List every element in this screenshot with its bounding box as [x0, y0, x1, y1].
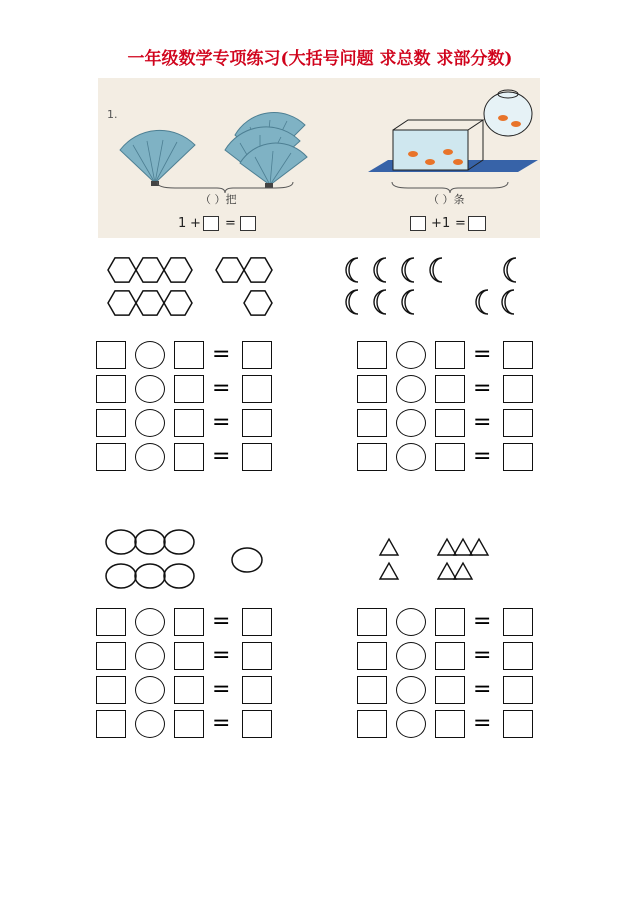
question-number: 1.: [107, 108, 118, 121]
hexagon-icon: [244, 258, 272, 282]
fish-equals: =: [455, 216, 466, 231]
answer-box[interactable]: [174, 443, 204, 471]
answer-box[interactable]: [174, 341, 204, 369]
circle-icon: [135, 530, 165, 554]
hexagon-icon: [244, 291, 272, 315]
equals-sign: =: [212, 444, 231, 469]
triangle-icon: [380, 563, 398, 579]
result-box[interactable]: [503, 676, 533, 704]
circle-icon: [164, 530, 194, 554]
operator-circle[interactable]: [135, 676, 165, 704]
equals-sign: =: [473, 643, 492, 668]
fish-count-label: （ ）条: [428, 193, 465, 206]
answer-box[interactable]: [357, 375, 387, 403]
answer-box[interactable]: [357, 341, 387, 369]
page-title: 一年级数学专项练习(大括号问题 求总数 求部分数): [127, 49, 513, 69]
result-box[interactable]: [503, 608, 533, 636]
fish-icon: [453, 159, 463, 165]
result-box[interactable]: [503, 409, 533, 437]
crescent-moon-icon: [430, 258, 442, 282]
operator-circle[interactable]: [135, 443, 165, 471]
answer-box[interactable]: [174, 608, 204, 636]
fish-addend: 1: [442, 216, 451, 231]
hexagon-icon: [164, 291, 192, 315]
circle-icon: [106, 564, 136, 588]
fish-icon: [498, 115, 508, 121]
answer-box[interactable]: [174, 642, 204, 670]
fish-icon: [425, 159, 435, 165]
hexagon-icon: [136, 291, 164, 315]
triangle-icon: [438, 563, 456, 579]
fish-icon: [408, 151, 418, 157]
equals-sign: =: [212, 376, 231, 401]
answer-box[interactable]: [96, 676, 126, 704]
fish-icon: [443, 149, 453, 155]
operator-circle[interactable]: [135, 710, 165, 738]
crescent-moon-icon: [476, 290, 488, 314]
crescent-moon-icon: [346, 290, 358, 314]
answer-box[interactable]: [435, 341, 465, 369]
operator-circle[interactable]: [396, 443, 426, 471]
triangle-icon: [454, 539, 472, 555]
crescent-moon-icon: [374, 290, 386, 314]
fans-answer-box-2[interactable]: [240, 216, 256, 231]
equals-sign: =: [212, 410, 231, 435]
hexagon-icon: [136, 258, 164, 282]
circle-icon: [135, 564, 165, 588]
result-box[interactable]: [503, 341, 533, 369]
answer-box[interactable]: [174, 710, 204, 738]
answer-box[interactable]: [435, 409, 465, 437]
triangle-icon: [438, 539, 456, 555]
answer-box[interactable]: [96, 443, 126, 471]
circle-group: [100, 526, 280, 596]
answer-box[interactable]: [174, 375, 204, 403]
result-box[interactable]: [503, 710, 533, 738]
answer-box[interactable]: [435, 443, 465, 471]
fish-icon: [511, 121, 521, 127]
triangle-group: [372, 535, 512, 585]
fans-equals: =: [225, 216, 236, 231]
equals-sign: =: [212, 342, 231, 367]
result-box[interactable]: [242, 443, 272, 471]
crescent-moon-icon: [402, 290, 414, 314]
crescent-group: [340, 252, 540, 322]
hexagon-icon: [216, 258, 244, 282]
operator-circle[interactable]: [135, 642, 165, 670]
result-box[interactable]: [242, 676, 272, 704]
answer-box[interactable]: [357, 676, 387, 704]
fans-addend: 1: [178, 216, 187, 231]
result-box[interactable]: [503, 642, 533, 670]
answer-box[interactable]: [435, 608, 465, 636]
equals-sign: =: [212, 677, 231, 702]
circle-icon: [106, 530, 136, 554]
result-box[interactable]: [503, 443, 533, 471]
crescent-moon-icon: [374, 258, 386, 282]
fan-icon: [120, 130, 195, 186]
equals-sign: =: [473, 609, 492, 634]
operator-circle[interactable]: [396, 409, 426, 437]
operator-circle[interactable]: [396, 676, 426, 704]
equals-sign: =: [473, 342, 492, 367]
fans-count-label: （ ）把: [200, 193, 237, 206]
equals-sign: =: [473, 677, 492, 702]
answer-box[interactable]: [357, 642, 387, 670]
equals-sign: =: [473, 444, 492, 469]
hexagon-icon: [108, 291, 136, 315]
answer-box[interactable]: [96, 375, 126, 403]
fish-answer-box-2[interactable]: [468, 216, 486, 231]
fish-plus: +: [431, 216, 442, 231]
hexagon-group: [100, 252, 280, 322]
crescent-moon-icon: [402, 258, 414, 282]
equals-sign: =: [212, 643, 231, 668]
operator-circle[interactable]: [135, 375, 165, 403]
triangle-icon: [454, 563, 472, 579]
fish-illustration: [368, 82, 538, 182]
answer-box[interactable]: [357, 710, 387, 738]
answer-box[interactable]: [435, 642, 465, 670]
result-box[interactable]: [242, 341, 272, 369]
equals-sign: =: [473, 410, 492, 435]
operator-circle[interactable]: [135, 341, 165, 369]
result-box[interactable]: [242, 710, 272, 738]
fans-answer-box-1[interactable]: [203, 216, 219, 231]
answer-box[interactable]: [174, 409, 204, 437]
answer-box[interactable]: [96, 608, 126, 636]
circle-icon: [164, 564, 194, 588]
operator-circle[interactable]: [396, 341, 426, 369]
triangle-icon: [380, 539, 398, 555]
operator-circle[interactable]: [396, 375, 426, 403]
equals-sign: =: [473, 711, 492, 736]
answer-box[interactable]: [96, 642, 126, 670]
answer-box[interactable]: [357, 409, 387, 437]
operator-circle[interactable]: [396, 608, 426, 636]
equals-sign: =: [212, 609, 231, 634]
fans-plus: +: [190, 216, 201, 231]
fish-answer-box-1[interactable]: [410, 216, 426, 231]
hexagon-icon: [108, 258, 136, 282]
answer-box[interactable]: [435, 375, 465, 403]
operator-circle[interactable]: [135, 608, 165, 636]
result-box[interactable]: [242, 642, 272, 670]
crescent-moon-icon: [502, 290, 514, 314]
answer-box[interactable]: [96, 409, 126, 437]
answer-box[interactable]: [357, 608, 387, 636]
equals-sign: =: [212, 711, 231, 736]
result-box[interactable]: [242, 608, 272, 636]
operator-circle[interactable]: [135, 409, 165, 437]
crescent-moon-icon: [346, 258, 358, 282]
result-box[interactable]: [503, 375, 533, 403]
crescent-moon-icon: [504, 258, 516, 282]
answer-box[interactable]: [435, 676, 465, 704]
answer-box[interactable]: [174, 676, 204, 704]
result-box[interactable]: [242, 375, 272, 403]
operator-circle[interactable]: [396, 642, 426, 670]
answer-box[interactable]: [435, 710, 465, 738]
equals-sign: =: [473, 376, 492, 401]
fish-bowl-icon: [484, 90, 532, 136]
circle-icon: [232, 548, 262, 572]
answer-box[interactable]: [96, 710, 126, 738]
answer-box[interactable]: [96, 341, 126, 369]
operator-circle[interactable]: [396, 710, 426, 738]
result-box[interactable]: [242, 409, 272, 437]
answer-box[interactable]: [357, 443, 387, 471]
hexagon-icon: [164, 258, 192, 282]
triangle-icon: [470, 539, 488, 555]
